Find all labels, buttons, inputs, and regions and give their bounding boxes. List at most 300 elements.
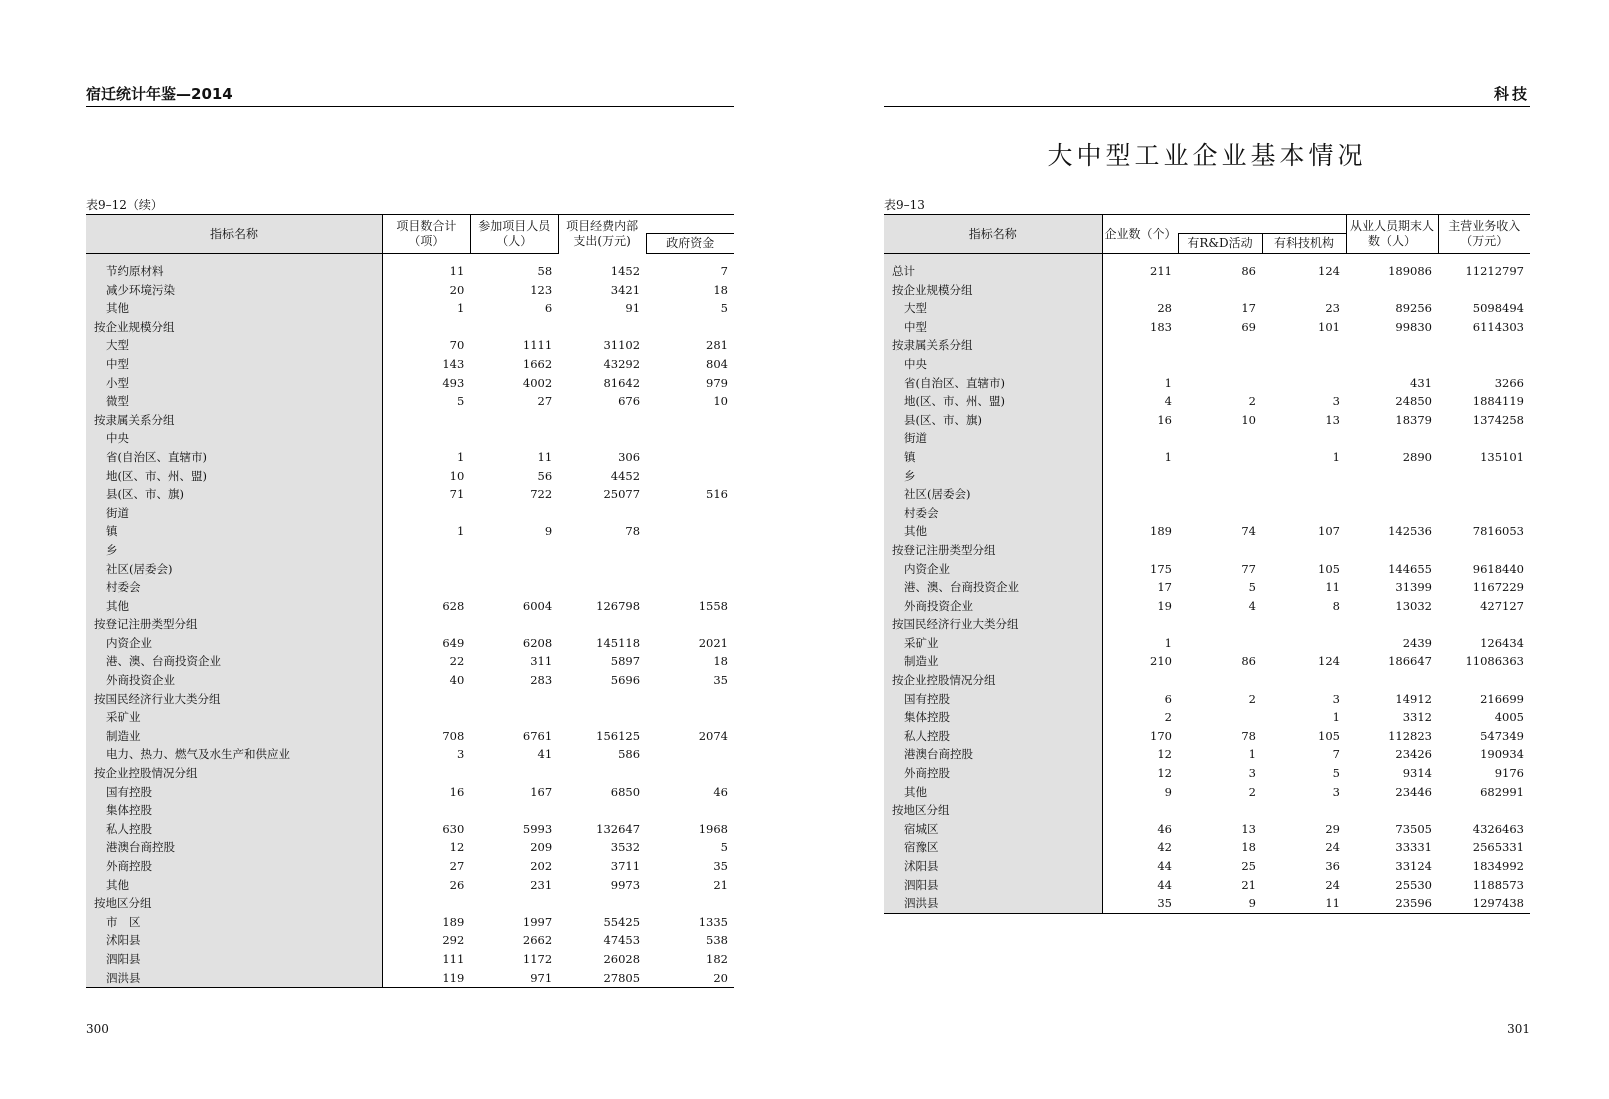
table-row: [86, 671, 734, 690]
cell-value: 9176: [1494, 766, 1524, 781]
cell-value: 33124: [1395, 859, 1432, 873]
cell-value: 167: [530, 784, 553, 799]
cell-value: 210: [1150, 654, 1172, 669]
cell-value: 2021: [698, 635, 728, 650]
cell-value: 46: [713, 784, 728, 799]
row-label: 港澳台商控股: [884, 745, 1102, 764]
table-row: [86, 950, 734, 969]
table-row: [884, 727, 1530, 746]
row-label: 总计: [884, 262, 1102, 281]
cell-value: [1438, 615, 1530, 634]
table-row: [884, 820, 1530, 839]
cell-value: [558, 578, 646, 597]
table-row: [884, 448, 1530, 467]
row-label: 按地区分组: [86, 894, 382, 913]
table-row: [884, 764, 1530, 783]
table-row: [884, 578, 1530, 597]
cell-value: 21: [1241, 877, 1256, 892]
cell-value: [1178, 801, 1262, 820]
table-row: [86, 299, 734, 318]
row-label: 采矿业: [86, 708, 382, 727]
row-label: 街道: [884, 429, 1102, 448]
cell-value: 1834992: [1472, 859, 1524, 873]
row-label: 减少环境污染: [86, 281, 382, 300]
cell-value: [1102, 281, 1178, 300]
table-row: [86, 374, 734, 393]
row-label: 中央: [884, 355, 1102, 374]
table-row: [884, 671, 1530, 690]
cell-value: 17: [1241, 301, 1256, 316]
cell-value: 47453: [603, 933, 641, 948]
cell-value: 12: [1157, 747, 1172, 762]
table-row: [86, 522, 734, 541]
cell-value: 1188573: [1472, 877, 1524, 892]
cell-value: 5: [720, 301, 728, 316]
cell-value: 27: [537, 394, 553, 409]
header-project-count: 项目数合计（项）: [382, 215, 470, 254]
left-page: [86, 0, 734, 1099]
cell-value: 649: [442, 635, 465, 650]
cell-value: 5993: [522, 821, 553, 836]
cell-value: 22: [449, 654, 465, 669]
cell-value: [646, 560, 734, 579]
row-label: 其他: [86, 299, 382, 318]
cell-value: 25077: [603, 487, 641, 502]
cell-value: 6208: [522, 635, 553, 650]
table-row: [884, 429, 1530, 448]
row-label: 按隶属关系分组: [86, 411, 382, 430]
header-internal-expenditure: 项目经费内部支出(万元): [558, 215, 646, 254]
cell-value: [1346, 281, 1438, 300]
cell-value: 16: [449, 784, 465, 799]
row-label: 其他: [86, 876, 382, 895]
row-label: 内资企业: [884, 560, 1102, 579]
cell-value: 78: [625, 524, 641, 539]
header-spacer: [646, 215, 734, 234]
cell-value: 25530: [1395, 877, 1432, 892]
cell-value: 628: [442, 598, 465, 613]
cell-value: 124: [1318, 654, 1340, 669]
cell-value: [382, 764, 470, 783]
row-label: 集体控股: [884, 708, 1102, 727]
running-head-left: 宿迁统计年鉴—2014: [86, 84, 734, 107]
cell-value: 630: [442, 821, 465, 836]
table-row: [86, 578, 734, 597]
cell-value: [470, 560, 558, 579]
cell-value: 979: [706, 375, 728, 390]
cell-value: [1178, 634, 1262, 653]
row-label: 节约原材料: [86, 262, 382, 281]
cell-value: [646, 504, 734, 523]
cell-value: [1438, 504, 1530, 523]
cell-value: [1346, 336, 1438, 355]
row-label: 按企业规模分组: [86, 318, 382, 337]
table-row: [86, 801, 734, 820]
cell-value: [1178, 429, 1262, 448]
cell-value: 183: [1150, 319, 1172, 334]
cell-value: 12: [449, 840, 465, 855]
cell-value: 2439: [1402, 635, 1432, 650]
cell-value: 156125: [596, 728, 641, 743]
cell-value: 24850: [1395, 394, 1432, 409]
cell-value: [470, 318, 558, 337]
cell-value: [1178, 708, 1262, 727]
cell-value: [1178, 374, 1262, 393]
cell-value: 7: [720, 264, 728, 278]
cell-value: [558, 560, 646, 579]
row-label: 沭阳县: [884, 857, 1102, 876]
cell-value: [470, 504, 558, 523]
cell-value: 5: [1248, 580, 1256, 595]
cell-value: 7: [1332, 747, 1340, 762]
row-label: 市 区: [86, 913, 382, 932]
cell-value: [1346, 504, 1438, 523]
row-label: 采矿业: [884, 634, 1102, 653]
cell-value: [1102, 429, 1178, 448]
table-row: [884, 857, 1530, 876]
header-spacer-right: [1178, 215, 1346, 234]
cell-value: 112823: [1388, 728, 1432, 743]
table-row: [884, 690, 1530, 709]
running-head-right: 科技: [884, 84, 1530, 107]
cell-value: [1438, 801, 1530, 820]
row-label: 泗洪县: [884, 894, 1102, 913]
cell-value: 17: [1157, 580, 1172, 595]
cell-value: 1111: [522, 338, 553, 353]
table-row: [884, 355, 1530, 374]
cell-value: 281: [706, 338, 728, 353]
cell-value: [1178, 336, 1262, 355]
cell-value: 186647: [1388, 654, 1432, 669]
cell-value: 143: [442, 356, 465, 371]
cell-value: 6761: [522, 728, 553, 743]
table-row: [86, 652, 734, 671]
cell-value: [646, 541, 734, 560]
row-label: 社区(居委会): [884, 485, 1102, 504]
cell-value: [1262, 541, 1346, 560]
table-code-left: 表9–12（续）: [86, 198, 163, 212]
header-with-rd: 有R&D活动: [1178, 234, 1262, 254]
cell-value: 1968: [698, 821, 728, 836]
cell-value: 1: [1164, 635, 1172, 650]
cell-value: [1438, 541, 1530, 560]
table-row: [884, 318, 1530, 337]
cell-value: 55425: [603, 914, 641, 929]
cell-value: 182: [706, 951, 728, 966]
cell-value: 9: [1164, 784, 1172, 799]
row-label: 集体控股: [86, 801, 382, 820]
row-label: 私人控股: [86, 820, 382, 839]
table-row: [884, 504, 1530, 523]
table-row: [884, 801, 1530, 820]
cell-value: 9973: [610, 877, 641, 892]
table-row: [86, 931, 734, 950]
cell-value: [558, 690, 646, 709]
cell-value: 126798: [596, 598, 641, 613]
row-label: 乡: [884, 467, 1102, 486]
cell-value: [558, 615, 646, 634]
row-label: 镇: [86, 522, 382, 541]
table-row: [86, 634, 734, 653]
header-government-funds: 政府资金: [646, 234, 734, 254]
cell-value: 9314: [1402, 766, 1432, 781]
cell-value: 71: [449, 487, 465, 502]
cell-value: [470, 541, 558, 560]
cell-value: [1262, 671, 1346, 690]
cell-value: 170: [1150, 728, 1172, 743]
table-row: [86, 690, 734, 709]
cell-value: 24: [1325, 877, 1340, 892]
cell-value: 4: [1248, 598, 1256, 613]
cell-value: 283: [530, 673, 553, 688]
header-main-revenue: 主营业务收入（万元）: [1438, 215, 1530, 254]
row-label: 其他: [884, 522, 1102, 541]
row-label: 省(自治区、直辖市): [86, 448, 382, 467]
row-label: 按企业规模分组: [884, 281, 1102, 300]
cell-value: 11: [1325, 580, 1340, 595]
table-row: [884, 336, 1530, 355]
table-row: [86, 281, 734, 300]
cell-value: [382, 615, 470, 634]
row-label: 按国民经济行业大类分组: [86, 690, 382, 709]
table-row: [86, 411, 734, 430]
cell-value: 144655: [1388, 561, 1432, 576]
cell-value: [646, 448, 734, 467]
row-label: 外商投资企业: [884, 597, 1102, 616]
cell-value: 3266: [1494, 375, 1524, 390]
cell-value: 3: [1248, 766, 1256, 781]
cell-value: 33331: [1395, 840, 1432, 855]
page-title: 大中型工业企业基本情况: [1047, 141, 1367, 170]
cell-value: 306: [618, 449, 641, 464]
cell-value: 56: [537, 468, 553, 483]
cell-value: [646, 690, 734, 709]
table-row: [884, 783, 1530, 802]
row-label: 按登记注册类型分组: [86, 615, 382, 634]
table-row: [884, 745, 1530, 764]
cell-value: 676: [618, 394, 641, 409]
cell-value: [1178, 485, 1262, 504]
cell-value: [1102, 615, 1178, 634]
table-body-left: [86, 254, 734, 988]
header-project-staff: 参加项目人员（人）: [470, 215, 558, 254]
row-label: 国有控股: [86, 783, 382, 802]
table-row: [884, 299, 1530, 318]
table-row: [884, 634, 1530, 653]
cell-value: 12: [1157, 766, 1172, 781]
cell-value: [382, 429, 470, 448]
cell-value: 11: [537, 449, 553, 464]
table-row: [884, 374, 1530, 393]
table-row: [86, 560, 734, 579]
cell-value: 538: [706, 933, 728, 948]
cell-value: 3312: [1402, 710, 1432, 725]
row-label: 国有控股: [884, 690, 1102, 709]
row-label: 外商投资企业: [86, 671, 382, 690]
cell-value: [646, 429, 734, 448]
row-label: 村委会: [884, 504, 1102, 523]
table-9-13: [884, 214, 1530, 914]
cell-value: 1: [1332, 449, 1340, 464]
table-row: [86, 392, 734, 411]
cell-value: [1346, 801, 1438, 820]
cell-value: [382, 560, 470, 579]
cell-value: [1438, 281, 1530, 300]
cell-value: 46: [1157, 821, 1172, 836]
cell-value: [1102, 504, 1178, 523]
cell-value: 13: [1325, 412, 1340, 427]
cell-value: [558, 764, 646, 783]
cell-value: [470, 690, 558, 709]
cell-value: 3421: [610, 282, 641, 297]
cell-value: [470, 708, 558, 727]
row-label: 泗洪县: [86, 969, 382, 988]
row-label: 沭阳县: [86, 931, 382, 950]
cell-value: [1438, 355, 1530, 374]
cell-value: [1346, 671, 1438, 690]
cell-value: [1102, 671, 1178, 690]
table-row: [86, 429, 734, 448]
cell-value: 708: [442, 728, 465, 743]
table-row: [86, 764, 734, 783]
table-body-right: [884, 254, 1530, 914]
cell-value: 5098494: [1472, 301, 1524, 316]
row-label: 其他: [884, 783, 1102, 802]
cell-value: 132647: [596, 821, 641, 836]
cell-value: 35: [1157, 896, 1172, 911]
cell-value: 142536: [1388, 524, 1432, 539]
cell-value: [1178, 448, 1262, 467]
row-label: 港、澳、台商投资企业: [86, 652, 382, 671]
cell-value: 13032: [1395, 598, 1432, 613]
cell-value: 23: [1325, 301, 1340, 316]
cell-value: 42: [1157, 840, 1172, 855]
cell-value: [646, 894, 734, 913]
cell-value: [1346, 485, 1438, 504]
cell-value: 10: [449, 468, 465, 483]
cell-value: 1: [1332, 710, 1340, 725]
row-label: 制造业: [86, 727, 382, 746]
cell-value: [1102, 801, 1178, 820]
cell-value: 1172: [522, 951, 553, 966]
table-row: [86, 262, 734, 281]
cell-value: [470, 578, 558, 597]
cell-value: 189: [442, 914, 465, 929]
cell-value: 4452: [610, 468, 641, 483]
cell-value: [470, 764, 558, 783]
cell-value: 1884119: [1472, 394, 1524, 409]
cell-value: [1262, 615, 1346, 634]
cell-value: 107: [1318, 524, 1340, 539]
cell-value: 5696: [610, 673, 641, 688]
cell-value: 18: [1241, 840, 1256, 855]
cell-value: 73505: [1395, 821, 1432, 836]
cell-value: 78: [1241, 728, 1256, 743]
row-label: 宿豫区: [884, 838, 1102, 857]
row-label: 县(区、市、旗): [884, 411, 1102, 430]
page-number-left: 300: [86, 1022, 109, 1036]
cell-value: 1: [456, 301, 465, 316]
cell-value: 23426: [1395, 747, 1432, 762]
cell-value: [1178, 541, 1262, 560]
cell-value: 36: [1325, 859, 1340, 873]
cell-value: [1262, 504, 1346, 523]
row-label: 小型: [86, 374, 382, 393]
cell-value: 23446: [1395, 784, 1432, 799]
cell-value: 1: [456, 449, 465, 464]
cell-value: 189: [1150, 524, 1172, 539]
cell-value: 1: [456, 524, 465, 539]
header-indicator-name: 指标名称: [86, 215, 382, 254]
row-label: 私人控股: [884, 727, 1102, 746]
cell-value: 190934: [1480, 747, 1524, 762]
row-label: 外商控股: [86, 857, 382, 876]
table-row: [884, 597, 1530, 616]
row-label: 泗阳县: [86, 950, 382, 969]
cell-value: [646, 708, 734, 727]
cell-value: 431: [1410, 375, 1432, 390]
cell-value: 231: [530, 877, 553, 892]
cell-value: 13: [1241, 821, 1256, 836]
cell-value: [646, 801, 734, 820]
cell-value: [646, 318, 734, 337]
cell-value: [1102, 467, 1178, 486]
cell-value: 4326463: [1472, 821, 1524, 836]
cell-value: 175: [1150, 561, 1172, 576]
table-row: [884, 485, 1530, 504]
cell-value: 6: [1164, 691, 1172, 706]
page-number-right: 301: [1507, 1022, 1530, 1036]
table-row: [86, 913, 734, 932]
cell-value: 74: [1241, 524, 1256, 539]
row-label: 大型: [884, 299, 1102, 318]
cell-value: 189086: [1388, 264, 1432, 278]
cell-value: 86: [1241, 264, 1256, 278]
table-row: [86, 708, 734, 727]
cell-value: [1102, 336, 1178, 355]
cell-value: 89256: [1395, 301, 1432, 316]
cell-value: [1438, 485, 1530, 504]
cell-value: [1346, 355, 1438, 374]
cell-value: 35: [713, 673, 728, 688]
cell-value: [1262, 336, 1346, 355]
cell-value: [1262, 467, 1346, 486]
cell-value: 124: [1318, 264, 1340, 278]
cell-value: 1558: [698, 598, 728, 613]
cell-value: 119: [442, 970, 465, 985]
table-row: [86, 894, 734, 913]
cell-value: [1438, 467, 1530, 486]
cell-value: 6850: [610, 784, 641, 799]
table-row: [884, 411, 1530, 430]
cell-value: [470, 801, 558, 820]
table-row: [884, 392, 1530, 411]
cell-value: 77: [1241, 561, 1256, 576]
cell-value: [1178, 467, 1262, 486]
table-row: [884, 652, 1530, 671]
cell-value: 7816053: [1472, 524, 1524, 539]
header-with-tech-institution: 有科技机构: [1262, 234, 1346, 254]
table-9-12-continued: [86, 214, 734, 988]
cell-value: [558, 541, 646, 560]
table-row: [86, 467, 734, 486]
cell-value: 44: [1157, 877, 1172, 892]
cell-value: [382, 894, 470, 913]
cell-value: 6004: [522, 598, 553, 613]
cell-value: [382, 318, 470, 337]
cell-value: 3: [1332, 784, 1340, 799]
cell-value: [1346, 429, 1438, 448]
